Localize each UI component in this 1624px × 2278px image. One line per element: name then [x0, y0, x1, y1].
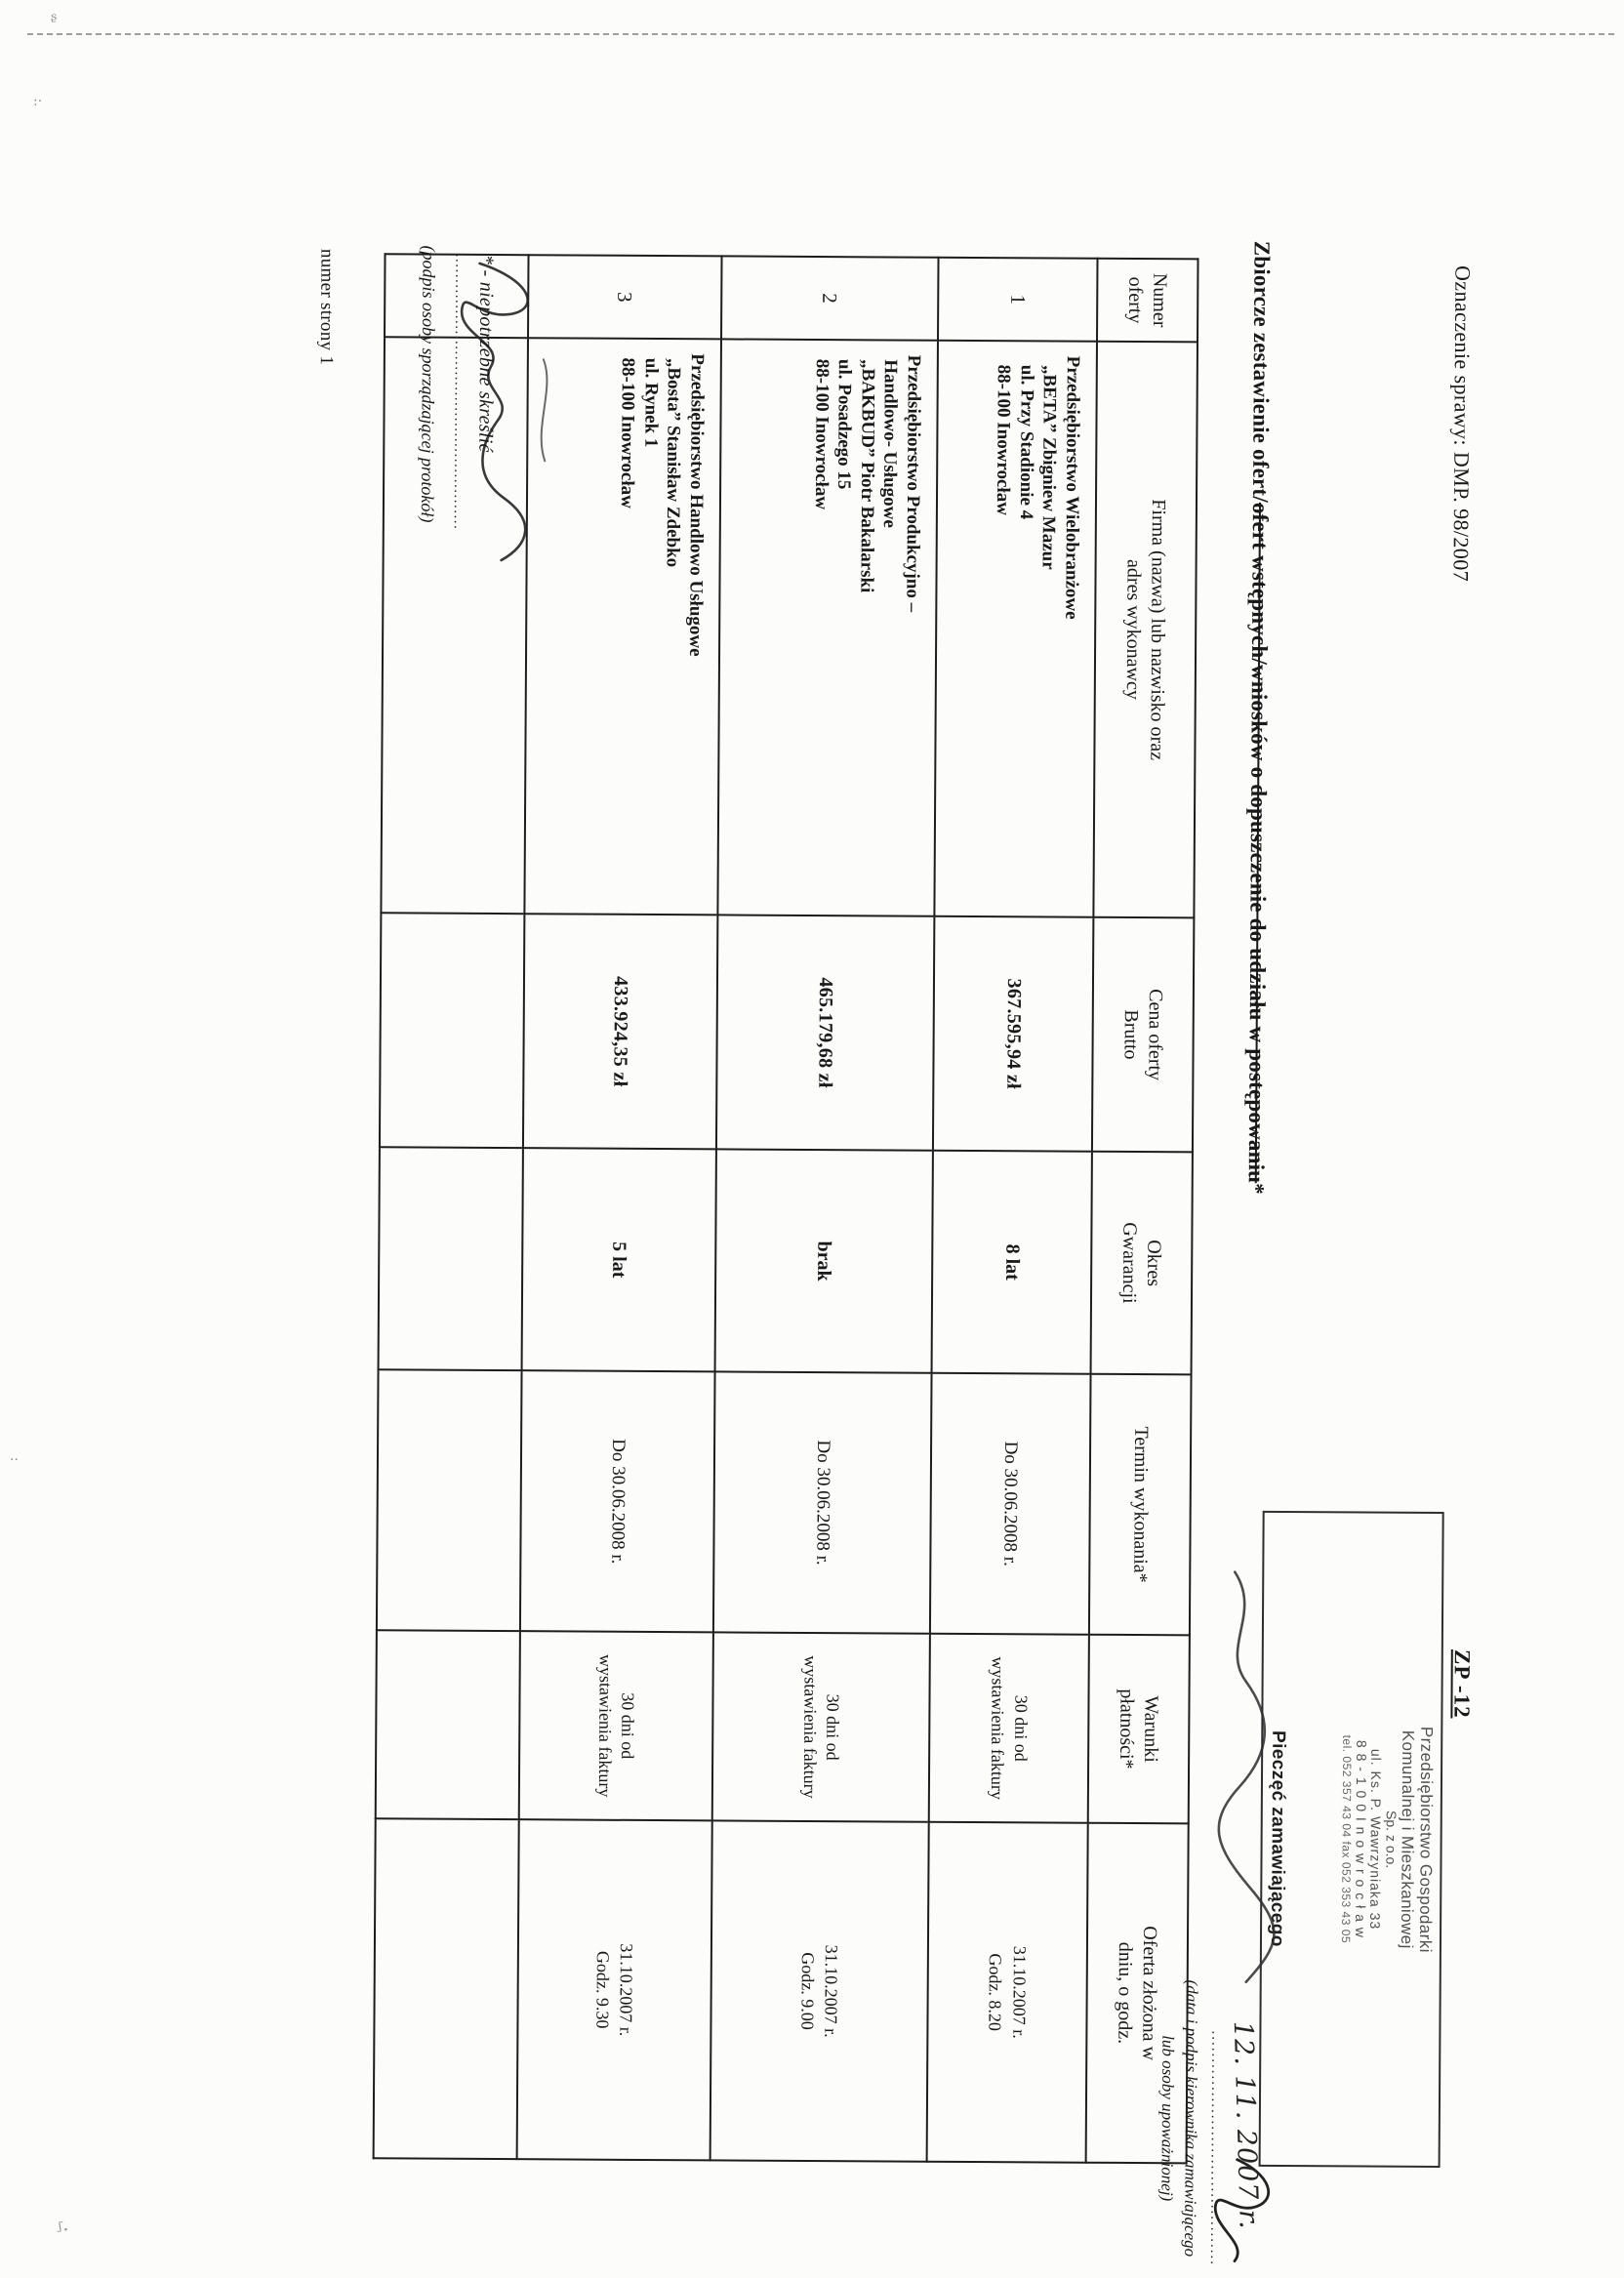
scan-speckle: ··	[10, 1452, 19, 1468]
table-row	[927, 258, 1098, 2163]
cell-payment-terms	[376, 1630, 520, 1819]
cell-completion-term: Do 30.06.2008 r.	[930, 1373, 1091, 1635]
table-row	[710, 256, 939, 2161]
contracting-authority-stamp	[1259, 1511, 1444, 2168]
stamp-phone-fax: tel. 052 357 43 04 fax 052 353 43 05	[1338, 1734, 1355, 1944]
date-signature-caption: lub osoby upoważnionej)	[1157, 2035, 1178, 2202]
col-header-payment-terms: Warunki płatności*	[1088, 1635, 1190, 1824]
col-header-offer-number: Numer oferty	[1097, 259, 1198, 343]
cell-payment-terms: 30 dni od wystawienia faktury	[519, 1631, 713, 1820]
title-footnote-asterisk: *	[1243, 1183, 1269, 1195]
document-title	[1243, 241, 1275, 1195]
cell-submitted-on: 31.10.2007 r. Godz. 8.20	[927, 1822, 1088, 2163]
cell-completion-term: Do 30.06.2008 r.	[520, 1370, 715, 1632]
footnote-cross-out-note: * - niepotrzebne skreślić	[474, 254, 498, 453]
table-header-row	[1086, 259, 1198, 2164]
case-reference-label: Oznaczenie sprawy: DMP. 98/2007	[1448, 264, 1476, 583]
scan-speckle: ᶴ·	[59, 2217, 69, 2241]
col-header-submitted-on: Oferta złożona w dniu, o godz.	[1086, 1823, 1189, 2164]
stamp-city: 8 8 - 1 0 0 I n o w r o c ł a w	[1352, 1739, 1369, 1938]
protocol-signature-caption: (podpis osoby sporządzającej protokół)	[417, 245, 439, 523]
cell-submitted-on	[374, 1818, 519, 2159]
cell-gross-price: 433.924,35 zł	[523, 914, 717, 1149]
cell-offer-number: 3	[528, 255, 722, 339]
table-row	[517, 255, 722, 2160]
col-header-gross-price: Cena oferty Brutto	[1092, 917, 1194, 1153]
cell-company: Przedsiębiorstwo Produkcyjno – Handlowo- Usługowe „BAKBUD” Piotr Bakalarski ul. Posadzego 15 88-100 Inowrocław	[717, 339, 938, 915]
scan-speckle: :·	[33, 94, 43, 109]
stamp-ink-text	[1337, 1513, 1438, 2166]
cell-company: Przedsiębiorstwo Wielobranżowe „BETA” Zbigniew Mazur ul. Przy Stadionie 4 88-100 Inowrocław	[934, 341, 1097, 917]
cell-payment-terms: 30 dni od wystawienia faktury	[712, 1632, 930, 1821]
signature-dotted-line: ..........................................	[1206, 2030, 1225, 2267]
cell-submitted-on: 31.10.2007 r. Godz. 9.00	[710, 1820, 929, 2161]
stamp-box-caption: Pieczęć zamawiającego	[1266, 1729, 1289, 1947]
table-row-empty	[374, 254, 529, 2159]
title-struck-part: ofert wstępnych/wniosków o dopuszczenie do udziału w postępowaniu	[1243, 502, 1273, 1184]
cell-warranty: 5 lat	[522, 1148, 716, 1371]
cell-warranty: brak	[715, 1149, 933, 1372]
stamp-company-line: Przedsiębiorstwo Gospodarki	[1415, 1726, 1437, 1953]
col-header-warranty: Okres Gwarancji	[1091, 1152, 1193, 1375]
cell-gross-price: 367.595,94 zł	[933, 916, 1093, 1152]
scan-speckle: ᶳ	[51, 8, 58, 31]
cell-offer-number: 2	[721, 256, 939, 340]
cell-company: Przedsiębiorstwo Handlowo Usługowe „Bosta” Stanisław Zdebko ul. Rynek 1 88-100 Inowrocław	[524, 338, 721, 915]
page-number-label: numer strony 1	[315, 248, 338, 366]
cell-completion-term: Do 30.06.2008 r.	[713, 1371, 932, 1633]
cell-gross-price: 465.179,68 zł	[716, 915, 934, 1150]
cell-gross-price	[380, 913, 524, 1148]
cell-warranty: 8 lat	[932, 1151, 1092, 1374]
protocol-signature-dotted-line: ......................................................	[450, 253, 468, 531]
cell-warranty	[379, 1147, 523, 1370]
col-header-completion-term: Termin wykonania*	[1089, 1374, 1192, 1636]
cell-completion-term	[377, 1369, 522, 1631]
date-signature-caption: (data i podpis kierownika zamawiającego	[1181, 1979, 1201, 2258]
stamp-street: ul. Ks. P. Wawrzyniaka 33	[1367, 1748, 1385, 1931]
stamp-company-line: Komunalnej i Mieszkaniowej	[1397, 1729, 1418, 1949]
handwritten-date: 12. 11. 2007 r.	[1227, 2020, 1264, 2231]
title-kept-part: Zbiorcze zestawienie ofert/	[1247, 240, 1275, 503]
cell-offer-number: 1	[938, 258, 1098, 342]
cell-submitted-on: 31.10.2007 r. Godz. 9.30	[517, 1819, 712, 2160]
scan-edge-artifact	[27, 33, 1614, 35]
col-header-company: Firma (nazwa) lub nazwisko oraz adres wykonawcy	[1093, 342, 1198, 918]
stamp-legal-form: Sp. z o.o.	[1383, 1810, 1400, 1869]
offers-summary-table	[373, 253, 1199, 2164]
cell-payment-terms: 30 dni od wystawienia faktury	[929, 1634, 1089, 1823]
form-code-zp12: ZP -12	[1449, 1649, 1475, 1719]
